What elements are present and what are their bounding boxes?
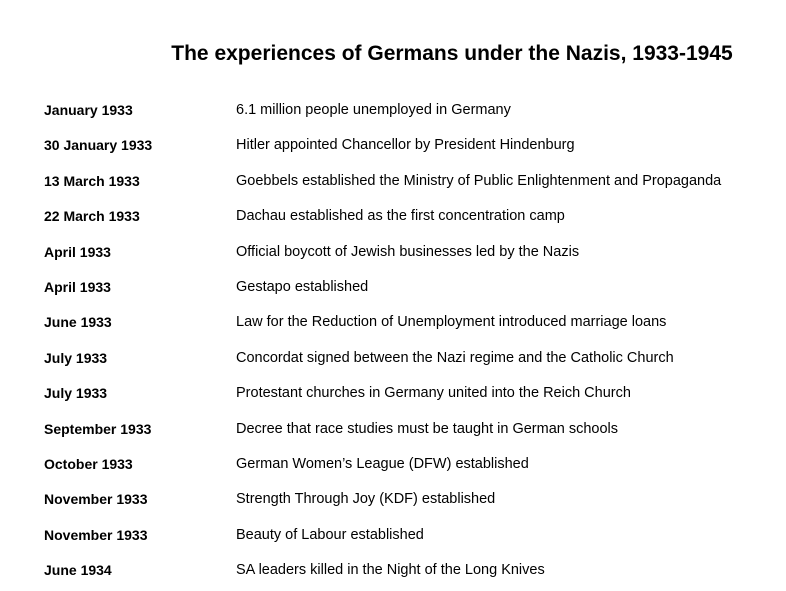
timeline-row <box>0 96 786 131</box>
event-date: June 1934 <box>44 562 112 579</box>
event-description: Hitler appointed Chancellor by President Hindenburg <box>236 137 575 154</box>
timeline-row <box>0 273 786 308</box>
timeline-row <box>0 344 786 379</box>
event-description: Dachau established as the first concentration camp <box>236 208 565 225</box>
event-date: April 1933 <box>44 243 111 260</box>
event-description: SA leaders killed in the Night of the Long Knives <box>236 562 545 579</box>
event-description: German Women’s League (DFW) established <box>236 455 529 472</box>
event-description: Decree that race studies must be taught in German schools <box>236 420 619 437</box>
event-date: April 1933 <box>44 278 111 295</box>
event-date: June 1933 <box>44 314 112 331</box>
event-date: October 1933 <box>44 455 133 472</box>
event-description: Law for the Reduction of Unemployment introduced marriage loans <box>236 314 667 331</box>
timeline-row <box>0 202 786 237</box>
event-date: September 1933 <box>44 420 152 437</box>
event-description: 6.1 million people unemployed in Germany <box>236 102 511 118</box>
event-description: Strength Through Joy (KDF) established <box>236 491 496 508</box>
event-date: 30 January 1933 <box>44 137 153 154</box>
event-description: Beauty of Labour established <box>236 526 424 543</box>
event-description: Protestant churches in Germany united into the Reich Church <box>236 385 631 402</box>
event-date: January 1933 <box>44 102 133 118</box>
timeline-row <box>0 167 786 202</box>
event-date: 22 March 1933 <box>44 208 140 225</box>
page-title: The experiences of Germans under the Nazis, 1933-1945 <box>171 42 733 65</box>
timeline-list <box>0 96 786 591</box>
event-date: November 1933 <box>44 491 148 508</box>
timeline-row <box>0 131 786 166</box>
event-date: 13 March 1933 <box>44 172 140 189</box>
event-description: Gestapo established <box>236 278 369 295</box>
event-date: July 1933 <box>44 349 108 366</box>
event-description: Official boycott of Jewish businesses led by the Nazis <box>236 243 580 260</box>
timeline-row <box>0 379 786 414</box>
timeline-row <box>0 415 786 450</box>
event-date: July 1933 <box>44 385 108 402</box>
event-description: Goebbels established the Ministry of Public Enlightenment and Propaganda <box>236 172 722 189</box>
event-date: November 1933 <box>44 526 148 543</box>
timeline-row <box>0 238 786 273</box>
timeline-row <box>0 450 786 485</box>
timeline-row <box>0 308 786 343</box>
timeline-row <box>0 521 786 556</box>
timeline-row <box>0 485 786 520</box>
timeline-row <box>0 556 786 591</box>
event-description: Concordat signed between the Nazi regime and the Catholic Church <box>236 349 674 366</box>
